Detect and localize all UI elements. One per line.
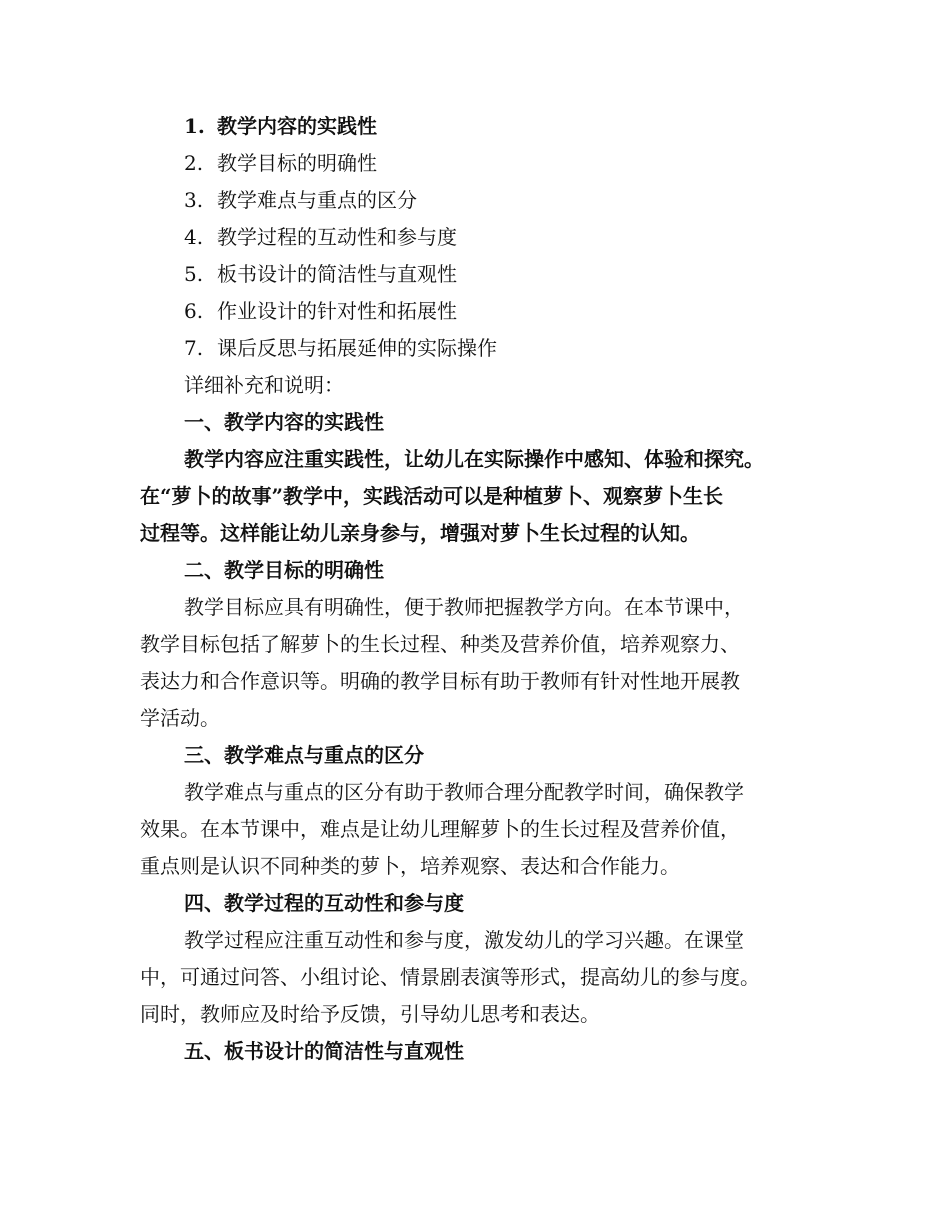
section-4-paragraph-line: 中，可通过问答、小组讨论、情景剧表演等形式，提高幼儿的参与度。 [140,965,760,989]
outline-item-text: 教学过程的互动性和参与度 [217,225,457,249]
outline-item-text: 教学目标的明确性 [217,151,377,175]
outline-item-2 [184,145,377,182]
section-2-paragraph-line: 教学目标应具有明确性，便于教师把握教学方向。在本节课中， [184,595,744,619]
section-heading-1: 一、教学内容的实践性 [184,410,384,434]
section-2-paragraph-line: 教学目标包括了解萝卜的生长过程、种类及营养价值，培养观察力、 [140,632,740,656]
outline-item-number: 5. [184,262,204,286]
section-2-paragraph-line: 表达力和合作意识等。明确的教学目标有助于教师有针对性地开展教 [140,669,740,693]
outline-intro: 详细补充和说明： [184,373,344,397]
outline-item-number: 1. [184,114,205,138]
section-2-paragraph-line: 学活动。 [140,706,220,730]
outline-item-6 [184,293,457,330]
outline-item-number: 4. [184,225,204,249]
section-1-paragraph-line: 在“萝卜的故事”教学中，实践活动可以是种植萝卜、观察萝卜生长 [140,484,724,508]
section-1-paragraph-line: 教学内容应注重实践性，让幼儿在实际操作中感知、体验和探究。 [184,447,764,471]
section-3-paragraph-line: 重点则是认识不同种类的萝卜，培养观察、表达和合作能力。 [140,854,680,878]
outline-item-number: 7. [184,336,204,360]
section-3-paragraph-line: 效果。在本节课中，难点是让幼儿理解萝卜的生长过程及营养价值， [140,817,740,841]
outline-item-4 [184,219,457,256]
outline-item-text: 课后反思与拓展延伸的实际操作 [217,336,497,360]
section-4-paragraph-line: 同时，教师应及时给予反馈，引导幼儿思考和表达。 [140,1002,600,1026]
section-heading-2: 二、教学目标的明确性 [184,558,384,582]
section-heading-3: 三、教学难点与重点的区分 [184,743,424,767]
outline-item-number: 2. [184,151,204,175]
section-1-paragraph-line: 过程等。这样能让幼儿亲身参与，增强对萝卜生长过程的认知。 [140,521,700,545]
outline-item-text: 教学难点与重点的区分 [217,188,417,212]
outline-item-5 [184,256,457,293]
outline-item-number: 6. [184,299,204,323]
outline-item-1 [184,108,377,145]
outline-item-7 [184,330,497,367]
section-heading-4: 四、教学过程的互动性和参与度 [184,891,464,915]
section-heading-5: 五、板书设计的简洁性与直观性 [184,1039,464,1063]
section-3-paragraph-line: 教学难点与重点的区分有助于教师合理分配教学时间，确保教学 [184,780,744,804]
outline-item-3 [184,182,417,219]
outline-item-text: 教学内容的实践性 [217,114,377,138]
outline-item-text: 板书设计的简洁性与直观性 [217,262,457,286]
section-4-paragraph-line: 教学过程应注重互动性和参与度，激发幼儿的学习兴趣。在课堂 [184,928,744,952]
outline-item-number: 3. [184,188,204,212]
outline-item-text: 作业设计的针对性和拓展性 [217,299,457,323]
